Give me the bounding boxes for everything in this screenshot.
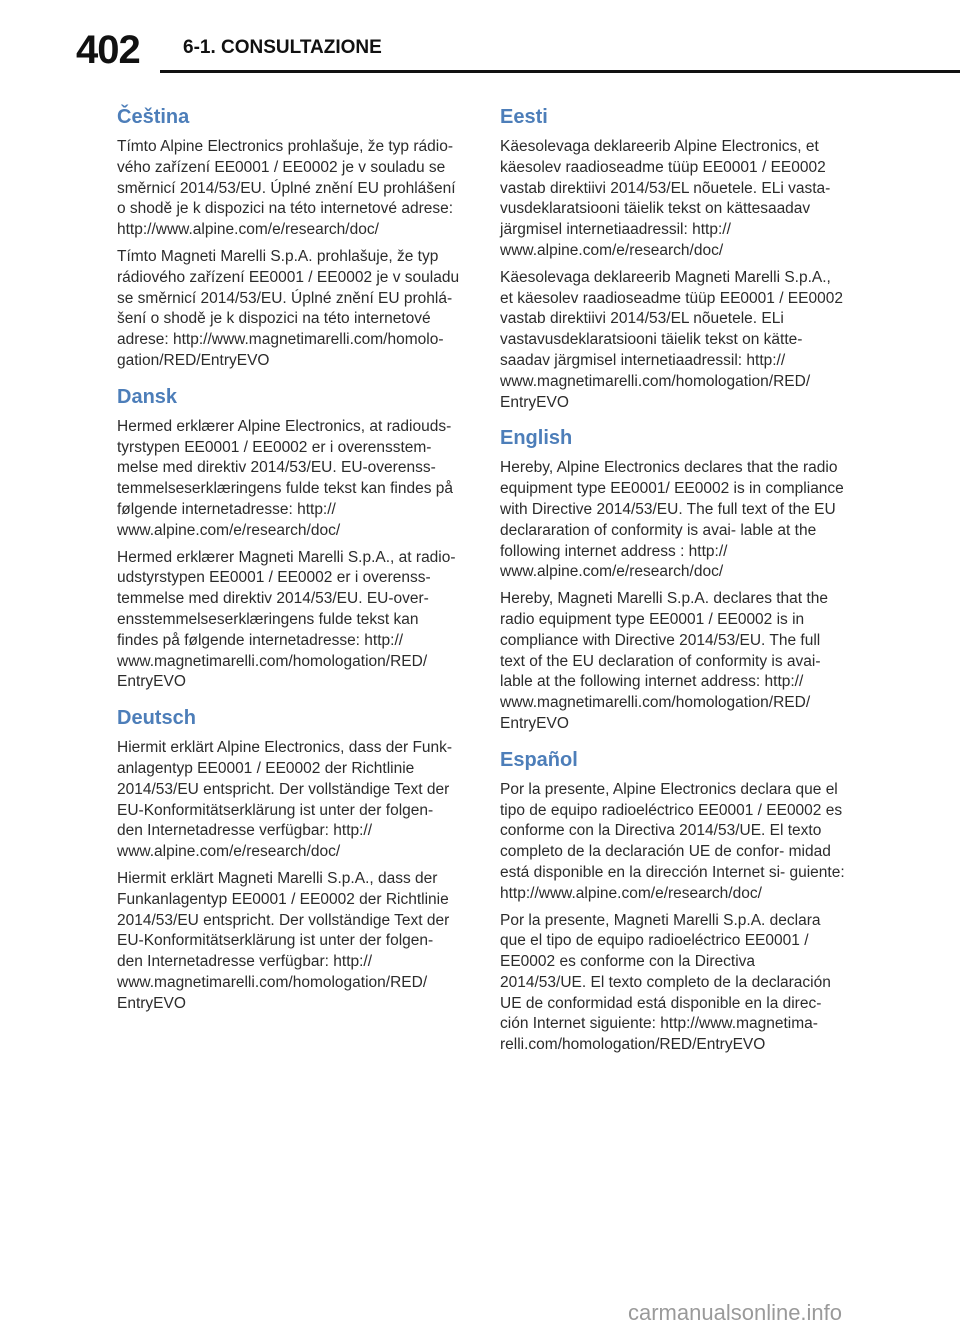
lang-heading: English xyxy=(500,427,573,450)
section-title: 6-1. CONSULTAZIONE xyxy=(183,37,382,58)
lang-section-deutsch xyxy=(117,705,462,1014)
declaration-paragraph: Hereby, Magneti Marelli S.p.A. declares that the radio equipment type EE0001 / EE0002 is in compliance with Directive 2014/53/EU. The full text of the EU declaration of conformity is avai- lable at the following internet address: http:// www.magnetimarelli.com/homologation/RED/ EntryEVO xyxy=(500,590,828,732)
declaration-paragraph: Hermed erklærer Alpine Electronics, at radiouds- tyrstypen EE0001 / EE0002 er i overensstem- melse med direktiv 2014/53/EU. EU-overenss- temmelseserklæringens fulde tekst kan findes på følgende internetadresse: http:// www.alpine.com/e/research/doc/ xyxy=(117,417,453,539)
lang-section-cestina xyxy=(117,104,462,372)
declaration-paragraph: Hiermit erklärt Magneti Marelli S.p.A., dass der Funkanlagentyp EE0001 / EE0002 der Richtlinie 2014/53/EU entspricht. Der vollständige Text der EU-Konformitätserklärung ist unter der folgen- den Internetadresse verfügbar: http:// www.magnetimarelli.com/homologation/RED/ EntryEVO xyxy=(117,869,450,1012)
declaration-paragraph: Käesolevaga deklareerib Magneti Marelli S.p.A., et käesolev raadioseadme tüüp EE0001 / EE0002 vastab direktiivi 2014/53/EL nõuetele. ELi vastavusdeklaratsiooni täielik tekst on kätte- saadav järgmisel internetiaadressil: http:// www.magnetimarelli.com/homologation/RED/ EntryEVO xyxy=(500,268,843,411)
declaration-paragraph: Hiermit erklärt Alpine Electronics, dass der Funk- anlagentyp EE0001 / EE0002 der Richtlinie 2014/53/EU entspricht. Der vollständige Text der EU-Konformitätserklärung ist unter der folgen- den Internetadresse verfügbar: http:// www.alpine.com/e/research/doc/ xyxy=(117,739,453,861)
left-column xyxy=(117,104,462,1026)
declaration-paragraph: Tímto Magneti Marelli S.p.A. prohlašuje, že typ rádiového zařízení EE0001 / EE0002 je v souladu se směrnicí 2014/53/EU. Úplné znění EU prohlá- šení o shodě je k dispozici na této internetové adrese: http://www.magnetimarelli.com/homolo- gation/RED/EntryEVO xyxy=(117,247,460,369)
lang-heading: Dansk xyxy=(117,385,178,408)
page-header xyxy=(0,0,960,78)
lang-heading: Eesti xyxy=(500,106,548,128)
right-column xyxy=(500,104,845,1068)
declaration-paragraph: Por la presente, Alpine Electronics declara que el tipo de equipo radioeléctrico EE0001 / EE0002 es conforme con la Directiva 2014/53/UE. El texto completo de la declaración UE de confor- midad está disponible en la dirección Internet si- guiente: http://www.alpine.com/e/research/doc/ xyxy=(500,780,845,902)
watermark: carmanualsonline.info xyxy=(628,1300,843,1325)
declaration-paragraph: Käesolevaga deklareerib Alpine Electronics, et käesolev raadioseadme tüüp EE0001 / EE0002 vastab direktiivi 2014/53/EL nõuetele. ELi vasta- vusdeklaratsiooni täielik tekst on kättesaadav järgmisel internetiaadressil: http:// www.alpine.com/e/research/doc/ xyxy=(500,138,831,259)
declaration-paragraph: Tímto Alpine Electronics prohlašuje, že typ rádio- vého zařízení EE0001 / EE0002 je v souladu se směrnicí 2014/53/EU. Úplné znění EU prohlášení o shodě je k dispozici na této internetové adrese: http://www.alpine.com/e/research/doc/ xyxy=(117,138,456,239)
lang-section-eesti xyxy=(500,104,845,413)
lang-heading: Čeština xyxy=(117,106,190,128)
declaration-paragraph: Hermed erklærer Magneti Marelli S.p.A., at radio- udstyrstypen EE0001 / EE0002 er i overenss- temmelse med direktiv 2014/53/EU. EU-over- ensstemmelseserklæringens fulde tekst kan findes på følgende internetadresse: http:// www.magnetimarelli.com/homologation/RED/ EntryEVO xyxy=(117,548,456,691)
lang-section-espanol xyxy=(500,747,845,1056)
page-number: 402 xyxy=(76,28,140,72)
lang-heading: Español xyxy=(500,748,578,771)
header-rule xyxy=(160,70,960,73)
lang-section-english xyxy=(500,425,845,734)
declaration-paragraph: Hereby, Alpine Electronics declares that the radio equipment type EE0001/ EE0002 is in compliance with Directive 2014/53/EU. The full text of the EU declararation of conformity is avai- lable at the following internet address : http:// www.alpine.com/e/research/doc/ xyxy=(500,459,844,581)
declaration-paragraph: Por la presente, Magneti Marelli S.p.A. declara que el tipo de equipo radioeléctrico EE0001 / EE0002 es conforme con la Directiva 2014/53/UE. El texto completo de la declaración UE de conformidad está disponible en la direc- ción Internet siguiente: http://www.magnetima- relli.com/homologation/RED/EntryEVO xyxy=(500,911,831,1054)
lang-heading: Deutsch xyxy=(117,707,196,730)
lang-section-dansk xyxy=(117,384,462,693)
